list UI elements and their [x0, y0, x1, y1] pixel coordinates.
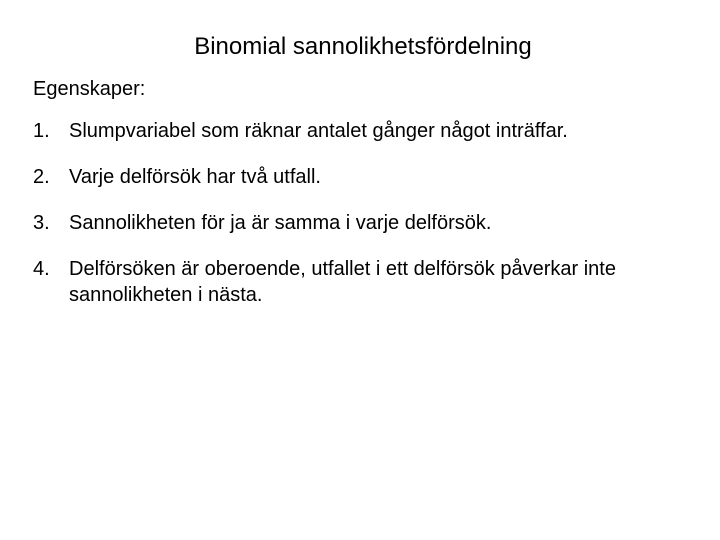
list-item-text: Delförsöken är oberoende, utfallet i ett delförsök påverkar inte sannolikheten i nästa.: [69, 258, 616, 306]
list-item-text: Sannolikheten för ja är samma i varje delförsök.: [69, 212, 492, 234]
list-item: [33, 210, 703, 236]
list-item: [33, 118, 703, 144]
list-item-number: 1.: [33, 120, 50, 142]
list-item-text: Slumpvariabel som räknar antalet gånger något inträffar.: [69, 120, 568, 142]
list-item-number: 2.: [33, 166, 50, 188]
intro-label: Egenskaper:: [33, 78, 146, 100]
list-item-number: 3.: [33, 212, 50, 234]
list-item: [33, 256, 703, 308]
slide-content: [33, 76, 703, 328]
list-item: [33, 164, 703, 190]
list-item-text: Varje delförsök har två utfall.: [69, 166, 321, 188]
slide-title: Binomial sannolikhetsfördelning: [194, 33, 532, 60]
list-item-number: 4.: [33, 258, 50, 280]
